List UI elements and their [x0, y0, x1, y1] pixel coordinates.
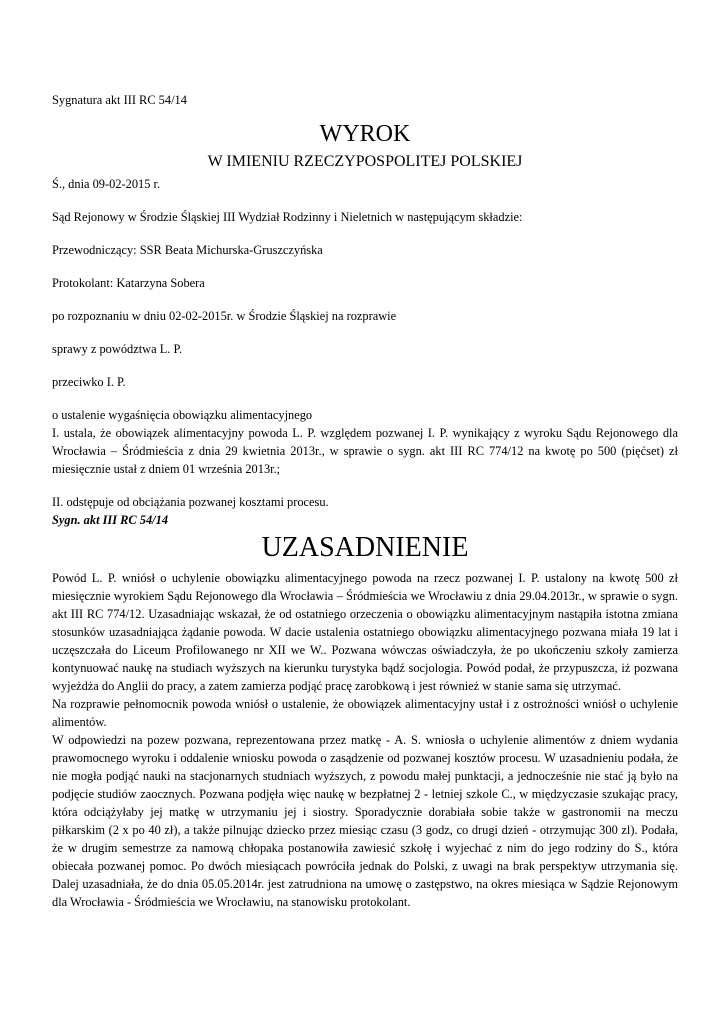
- against-line: przeciwko I. P.: [52, 375, 126, 389]
- date-line: Ś., dnia 09-02-2015 r.: [52, 177, 161, 191]
- verdict-title: WYROK: [319, 121, 411, 147]
- subject-line: o ustalenie wygaśnięcia obowiązku alimentacyjnego: [52, 408, 313, 422]
- case-line: sprawy z powództwa L. P.: [52, 342, 183, 356]
- hearing-line: po rozpoznaniu w dniu 02-02-2015r. w Środzie Śląskiej na rozprawie: [52, 309, 397, 323]
- verdict-subtitle: W IMIENIU RZECZYPOSPOLITEJ POLSKIEJ: [207, 153, 523, 170]
- chair-line: Przewodniczący: SSR Beata Michurska-Gruszczyńska: [52, 243, 323, 257]
- case-signature: Sygnatura akt III RC 54/14: [52, 93, 187, 107]
- justification-paragraph: Powód L. P. wniósł o uchylenie obowiązku alimentacyjnego powoda na rzecz pozwanej I. P. ustalony na kwotę 500 zł miesięcznie wyrokiem Sądu Rejonowego dla Wrocławia – Śródmieścia we Wrocławiu z dnia 29.04.2013r., w sprawie o sygn. akt III RC 774/12. Uzasadniając wskazał, że od ostatniego orzeczenia o obowiązku alimentacyjnym nastąpiła istotna zmiana stosunków uzasadniająca żądanie powoda. W dacie ustalenia ostatniego obowiązku alimentacyjnego pozwana miała 19 lat i uczęszczała do Liceum Profilowanego nr XII we W.. Pozwana wówczas oświadczyła, że po ukończeniu szkoły zamierza kontynuować naukę na studiach wyższych na kierunku turystyka bądź socjologia. Powód podał, że przypuszcza, iż pozwana wyjeżdża do Anglii do pracy, a zatem zamierza podjąć pracę zarobkową i jest również w stanie sama się utrzymać.: [52, 571, 678, 693]
- justification-signature: Sygn. akt III RC 54/14: [52, 513, 169, 527]
- clerk-line: Protokolant: Katarzyna Sobera: [52, 276, 205, 290]
- document-page: [52, 91, 678, 911]
- justification-paragraph: Na rozprawie pełnomocnik powoda wniósł o ustalenie, że obowiązek alimentacyjny ustał i z ostrożności wniósł o uchylenie alimentów.: [52, 697, 678, 729]
- verdict-point-1: I. ustala, że obowiązek alimentacyjny powoda L. P. względem pozwanej I. P. wynikający z wyroku Sądu Rejonowego dla Wrocławia – Śródmieścia z dnia 29 kwietnia 2013r., w sprawie o sygn. akt III RC 774/12 na kwotę po 500 (pięćset) zł miesięcznie ustał z dniem 01 września 2013r.;: [52, 426, 678, 476]
- verdict-point-2: II. odstępuje od obciążania pozwanej kosztami procesu.: [52, 495, 329, 509]
- justification-title: UZASADNIENIE: [261, 532, 469, 563]
- court-line: Sąd Rejonowy w Środzie Śląskiej III Wydział Rodzinny i Nieletnich w następującym składzie:: [52, 210, 523, 224]
- justification-paragraph: W odpowiedzi na pozew pozwana, reprezentowana przez matkę - A. S. wniosła o uchylenie alimentów z dniem wydania prawomocnego wyroku i oddalenie wniosku powoda o zasądzenie od pozwanej kosztów procesu. W uzasadnieniu podała, że nie mogła podjąć nauki na stacjonarnych studniach wyższych, z powodu małej punktacji, a jednocześnie nie stać ją było na podjęcie studiów zaocznych. Pozwana podjęła więc naukę w bezpłatnej 2 - letniej szkole C., w międzyczasie szukając pracy, która odciążyłaby jej matkę w utrzymaniu jej i siostry. Sporadycznie dorabiała sobie także w gastronomii na meczu piłkarskim (2 x po 40 zł), a także pilnując dziecko przez miesiąc czasu (3 godz, co drugi dzień - otrzymując 300 zl). Podała, że w drugim semestrze za namową chłopaka postanowiła zawiesić szkołę i wyjechać z nim do jego rodziny do S., która obiecała pozwanej pomoc. Po dwóch miesiącach powróciła jednak do Polski, z uwagi na brak perspektyw utrzymania się. Dalej uzasadniała, że do dnia 05.05.2014r. jest zatrudniona na umowę o zastępstwo, na okres miesiąca w Sądzie Rejonowym dla Wrocławia - Śródmieścia we Wrocławiu, na stanowisku protokolant.: [52, 733, 678, 909]
